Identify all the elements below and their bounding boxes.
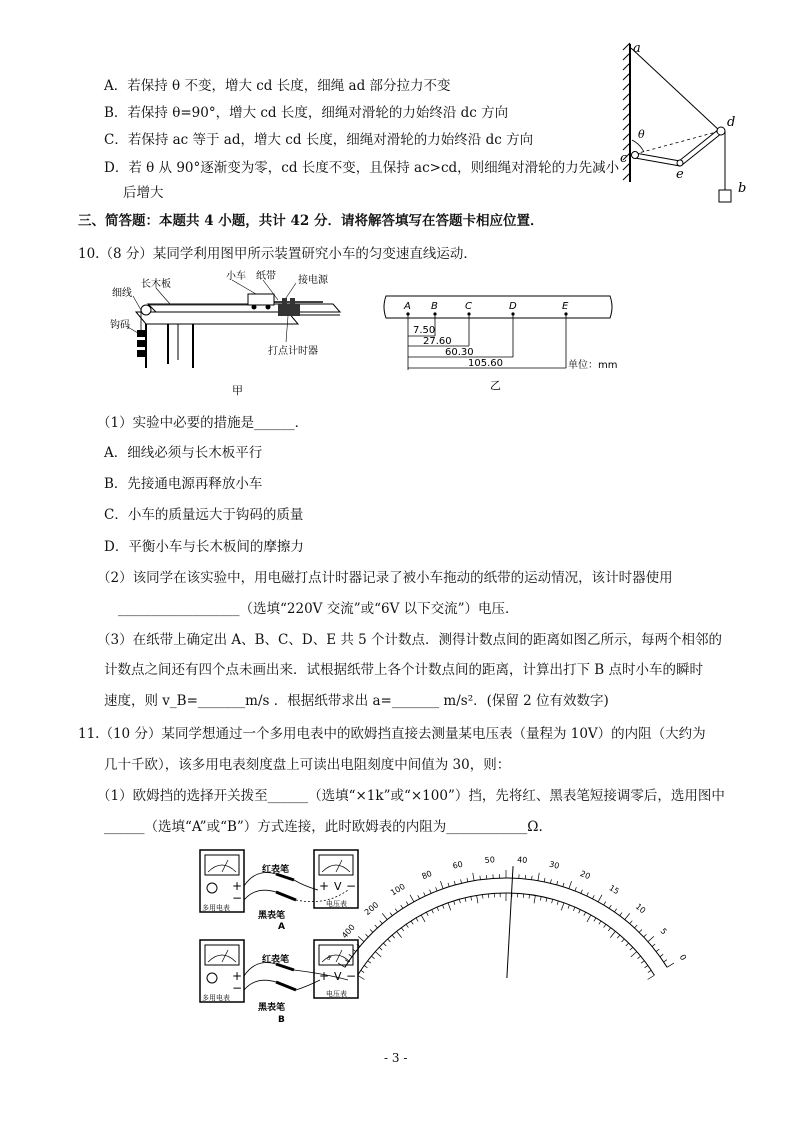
dial-tick [395, 909, 397, 912]
dial-tick [380, 921, 383, 924]
dial-tick-inner [397, 931, 402, 937]
q11-line2: 几十千欧），该多用电表刻度盘上可读出电阻刻度中间值为 30，则： [104, 757, 511, 773]
dial-tick-inner [471, 897, 472, 901]
dial-label: 50 [484, 855, 496, 866]
dial-tick [620, 913, 622, 916]
dial-tick [557, 881, 558, 885]
dial-label: 200 [362, 900, 381, 918]
dial-tick [614, 909, 616, 912]
dial-tick-inner [411, 921, 413, 924]
dial-tick [532, 876, 533, 880]
tape-figure [378, 288, 618, 392]
dial-tick-inner [631, 952, 637, 957]
dial-tick [550, 879, 551, 883]
q10-part3-line3: 速度，则 v_B=_______m/s ．根据纸带求出 a=_______ m/s²．(保留 2 位有效数字) [104, 693, 609, 709]
q11-line1: 11.（10 分）某同学想通过一个多用电表中的欧姆挡直接去测量某电压表（量程为 10V）的内阻（大约为 [78, 726, 706, 742]
plus-a: + [232, 879, 243, 893]
dial-tick [370, 930, 373, 933]
multimeter-label-a: 多用电表 [202, 904, 230, 912]
dial-tick [634, 925, 637, 928]
dial-tick [440, 881, 443, 889]
dial-tick-inner [401, 928, 403, 931]
dial-tick [664, 960, 667, 962]
q10-option-a: A．细线必须与长木板平行 [104, 445, 263, 461]
plus-v-b: + [319, 969, 330, 983]
dial-tick-inner [604, 924, 606, 927]
dial-tick [436, 887, 437, 891]
dial-label: 100 [389, 881, 407, 898]
dial-tick-inner [579, 910, 581, 914]
dial-tick [667, 963, 674, 967]
dial-tick [473, 873, 474, 881]
dial-tick [448, 883, 449, 887]
dial-tick [430, 890, 432, 894]
dial-tick [390, 913, 392, 916]
dial-tick [656, 949, 659, 951]
dial-tick-inner [610, 931, 615, 937]
minus-a: − [232, 891, 243, 905]
dial-tick-inner [584, 912, 586, 916]
label-c: c [620, 151, 628, 166]
dial-tick-inner [416, 918, 418, 921]
label-a: a [633, 41, 641, 56]
dial-tick-inner [626, 943, 629, 946]
point-b: B [431, 301, 438, 312]
q9-option-d: D．若 θ 从 90°逐渐变为零，cd 长度不变，且保持 ac>cd，则细绳对滑轮的力先减小 [104, 160, 620, 176]
dial-label: 400 [340, 922, 357, 941]
dial-tick-inner [388, 939, 391, 942]
dial-tick-inner [648, 970, 651, 972]
dial-label: 10 [633, 901, 648, 916]
dial-label: 60 [451, 859, 464, 871]
dial-tick-inner [383, 943, 386, 946]
dial-tick-inner [448, 903, 451, 911]
dial-tick-inner [432, 910, 434, 914]
q9-option-d-cont: 后增大 [123, 185, 164, 201]
q10-option-d: D．平衡小车与长木板间的摩擦力 [104, 539, 304, 555]
label-cart: 小车 [226, 271, 246, 282]
point-d: D [509, 301, 517, 312]
dist-ae: 105.60 [468, 358, 503, 369]
dial-tick [592, 895, 594, 899]
dial-tick [660, 954, 663, 956]
dial-tick-inner [599, 921, 601, 924]
multimeter-label-b: 多用电表 [202, 994, 230, 1002]
page-number: - 3 - [384, 1051, 408, 1065]
dial-tick-inner [392, 935, 395, 938]
dial-tick [587, 892, 589, 896]
red-lead-b: 红表笔 [262, 955, 290, 965]
label-a-conn: A [278, 922, 285, 932]
dial-tick [382, 913, 387, 919]
meter-connection-figure [196, 846, 366, 1026]
dial-tick-inner [375, 952, 381, 957]
dial-tick [538, 873, 539, 881]
point-e: E [562, 301, 569, 312]
dial-tick-inner [587, 915, 591, 922]
label-e: e [676, 167, 684, 182]
dial-tick-inner [594, 918, 596, 921]
plus-b: + [232, 969, 243, 983]
dial-tick-inner [540, 897, 541, 901]
dial-label: 15 [607, 883, 621, 897]
dial-label: 80 [420, 869, 434, 882]
q11-part1-line1: （1）欧姆挡的选择开关拨至______（选填“×1k”或“×100”）挡，先将红、黑表笔短接调零后，选用图中 [97, 788, 725, 804]
dial-tick-inner [641, 961, 644, 963]
label-timer: 打点计时器 [268, 346, 318, 357]
caption-yi: 乙 [490, 379, 501, 392]
black-lead-a: 黑表笔 [258, 911, 286, 921]
dial-tick-inner [561, 903, 564, 911]
dial-tick [625, 913, 630, 919]
dial-tick-inner [477, 895, 478, 903]
dial-tick-inner [371, 956, 374, 959]
section-3-heading: 三、简答题：本题共 4 小题，共计 42 分．请将解答填写在答题卡相应位置． [78, 213, 544, 229]
dial-tick-inner [648, 975, 655, 979]
dist-ad: 60.30 [445, 347, 474, 358]
q10-part3-line1: （3）在纸带上确定出 A、B、C、D、E 共 5 个计数点．测得计数点间的距离如图乙所示，每两个相邻的 [97, 632, 723, 648]
q10-part2-line2: __________________（选填“220V 交流”或“6V 以下交流”）电压． [118, 601, 519, 617]
dial-label: 30 [548, 859, 561, 871]
dial-label: 0 [677, 952, 688, 963]
dial-tick-inner [568, 905, 569, 909]
voltmeter-label-b: 电压表 [326, 990, 347, 998]
minus-b: − [232, 981, 243, 995]
dial-tick-inner [552, 899, 553, 903]
label-power: 接电源 [298, 275, 328, 286]
q9-option-b: B．若保持 θ=90°，增大 cd 长度，细绳对滑轮的力始终沿 dc 方向 [104, 105, 509, 121]
dial-tick-inner [546, 898, 547, 902]
dial-tick [575, 887, 576, 891]
dial-tick [581, 890, 583, 894]
label-tape: 纸带 [256, 271, 276, 282]
label-string: 细线 [112, 288, 132, 299]
dial-tick-inner [368, 961, 371, 963]
v-label-b: V [334, 970, 342, 983]
q9-option-c: C．若保持 ac 等于 ad，增大 cd 长度，细绳对滑轮的力始终沿 dc 方向 [104, 132, 534, 148]
dial-tick [639, 930, 642, 933]
dial-tick [401, 905, 403, 908]
dial-tick [454, 881, 455, 885]
label-d: d [727, 115, 736, 130]
dial-tick-inner [645, 965, 648, 967]
dial-tick-inner [622, 939, 625, 942]
red-lead-a: 红表笔 [262, 865, 290, 875]
dial-inner-arc [358, 893, 655, 975]
minus-v-b: − [346, 969, 357, 983]
dial-tick-inner [638, 956, 641, 959]
dial-tick-inner [454, 901, 455, 905]
apparatus-figure [108, 268, 340, 400]
dial-needle [507, 866, 513, 978]
plus-v-a: + [319, 879, 330, 893]
dial-label: 5 [658, 926, 669, 937]
dial-tick-inner [437, 907, 439, 911]
dial-tick [569, 881, 572, 889]
dial-tick [609, 905, 611, 908]
label-board: 长木板 [141, 279, 171, 290]
dial-tick-inner [379, 947, 382, 950]
dial-tick [630, 921, 633, 924]
caption-jia: 甲 [232, 384, 243, 397]
dial-tick-inner [557, 901, 558, 905]
point-a: A [404, 301, 411, 312]
dial-tick [598, 895, 602, 902]
label-b-conn: B [278, 1015, 285, 1025]
black-lead-b: 黑表笔 [258, 1003, 286, 1013]
q10-stem: 10.（8 分）某同学利用图甲所示装置研究小车的匀变速直线运动． [78, 246, 477, 262]
dial-tick [563, 883, 564, 887]
label-weights: 钩码 [110, 320, 130, 331]
dial-tick [544, 878, 545, 882]
dial-tick [480, 876, 481, 880]
unit-label: 单位：mm [568, 360, 618, 371]
dial-tick [604, 902, 606, 905]
v-label-a: V [334, 880, 342, 893]
dial-tick-inner [617, 935, 620, 938]
dial-tick [375, 925, 378, 928]
dial-label: ∞ [323, 952, 335, 963]
dial-tick-inner [443, 905, 444, 909]
q10-part3-line2: 计数点之间还有四个点未画出来．试根据纸带上各个计数点间的距离，计算出打下 B 点时小车的瞬时 [104, 662, 704, 678]
dist-ab: 7.50 [413, 325, 436, 336]
q9-option-a: A．若保持 θ 不变，增大 cd 长度，细绳 ad 部分拉力不变 [104, 78, 451, 94]
dial-tick-inner [529, 895, 530, 899]
pulley-figure [610, 40, 760, 210]
q10-option-c: C．小车的质量远大于钩码的质量 [104, 507, 304, 523]
minus-v-a: − [346, 879, 357, 893]
dial-tick-inner [421, 915, 425, 922]
dial-tick [461, 879, 462, 883]
q10-part2-line1: （2）该同学在该实验中，用电磁打点计时器记录了被小车拖动的纸带的运动情况，该计时器使用 [97, 570, 673, 586]
dial-tick-inner [608, 928, 610, 931]
q10-part1: （1）实验中必要的措施是______． [97, 415, 309, 431]
dial-tick-inner [465, 898, 466, 902]
dial-tick-inner [573, 907, 575, 911]
dial-tick-inner [426, 912, 428, 916]
q11-part1-line2: ______（选填“A”或“B”）方式连接，此时欧姆表的内阻为____________Ω. [104, 819, 543, 835]
dial-tick [644, 934, 647, 937]
dial-tick-inner [459, 899, 460, 903]
label-b: b [738, 181, 747, 196]
dial-tick-inner [482, 895, 483, 899]
dial-tick [410, 895, 414, 902]
dial-tick-inner [534, 895, 535, 903]
dial-label: 20 [578, 869, 592, 882]
point-c: C [465, 301, 472, 312]
dial-tick [418, 895, 420, 899]
dial-tick [424, 892, 426, 896]
dial-tick [652, 944, 655, 947]
label-theta: θ [638, 128, 645, 141]
q10-option-b: B．先接通电源再释放小车 [104, 476, 263, 492]
dist-ac: 27.60 [423, 336, 452, 347]
dial-tick [406, 902, 408, 905]
voltmeter-label-a: 电压表 [326, 900, 347, 908]
dial-tick [467, 878, 468, 882]
dial-tick [648, 936, 654, 941]
dial-tick-inner [630, 947, 633, 950]
dial-tick-inner [406, 924, 408, 927]
dial-label: 40 [516, 855, 528, 866]
